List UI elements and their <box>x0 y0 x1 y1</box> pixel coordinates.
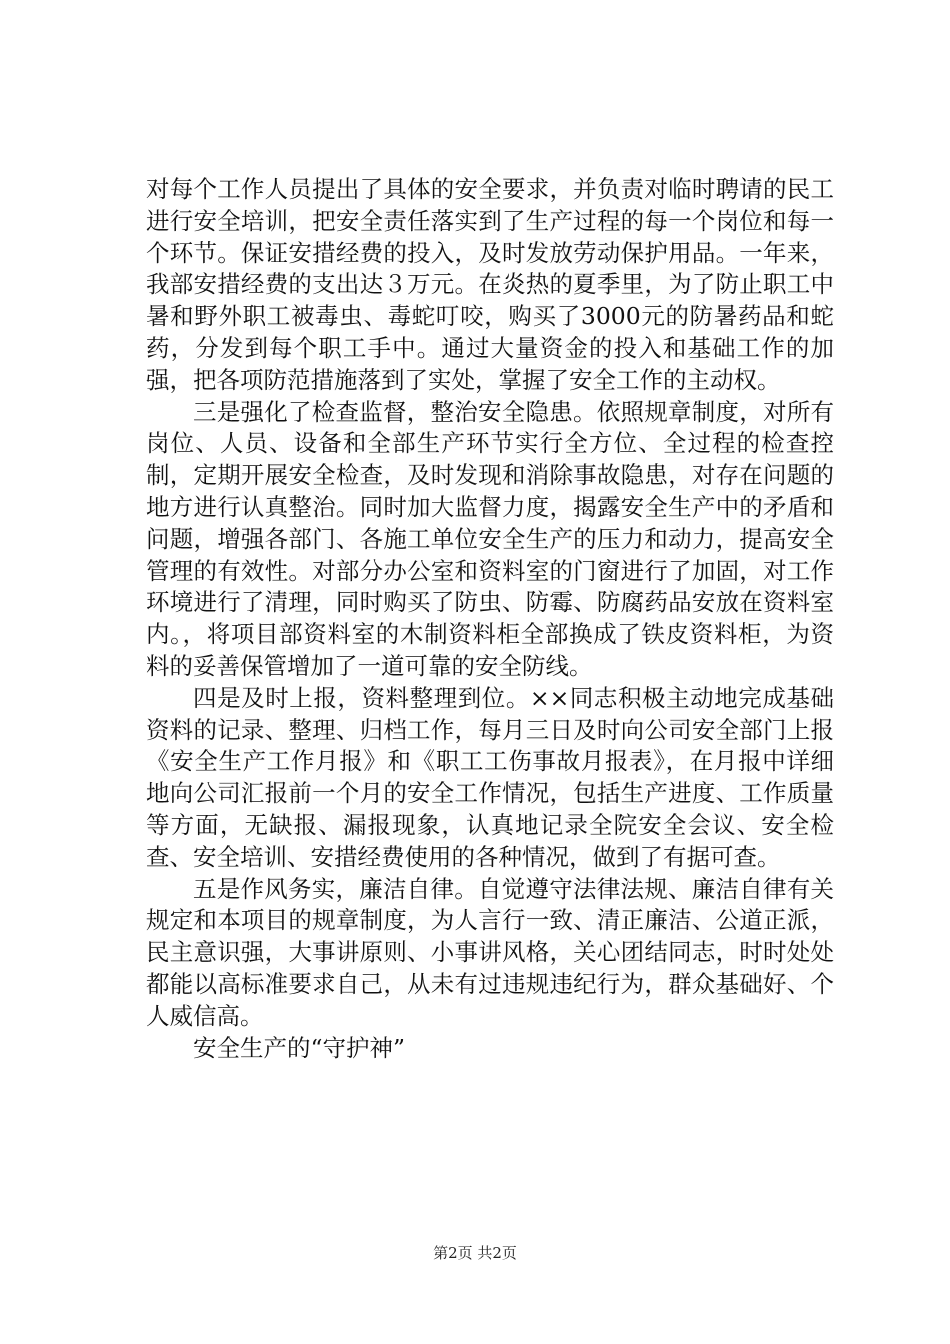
paragraph-continuation: 对每个工作人员提出了具体的安全要求，并负责对临时聘请的民工进行安全培训，把安全责任落实到了生产过程的每一个岗位和每一个环节。保证安措经费的投入，及时发放劳动保护用品。一年来，我部安措经费的支出达３万元。在炎热的夏季里，为了防止职工中暑和野外职工被毒虫、毒蛇叮咬，购买了3000元的防暑药品和蛇药，分发到每个职工手中。通过大量资金的投入和基础工作的加强，把各项防范措施落到了实处，掌握了安全工作的主动权。 <box>146 175 834 394</box>
page-number: 第2页 共2页 <box>433 1244 517 1262</box>
paragraph-reporting: 四是及时上报，资料整理到位。××同志积极主动地完成基础资料的记录、整理、归档工作，每月三日及时向公司安全部门上报《安全生产工作月报》和《职工工伤事故月报表》，在月报中详细地向公司汇报前一个月的安全工作情况，包括生产进度、工作质量等方面，无缺报、漏报现象，认真地记录全院安全会议、安全检查、安全培训、安措经费使用的各种情况，做到了有据可查。 <box>146 683 834 871</box>
paragraph-inspection: 三是强化了检查监督，整治安全隐患。依照规章制度，对所有岗位、人员、设备和全部生产环节实行全方位、全过程的检查控制，定期开展安全检查，及时发现和消除事故隐患，对存在问题的地方进行认真整治。同时加大监督力度，揭露安全生产中的矛盾和问题，增强各部门、各施工单位安全生产的压力和动力，提高安全管理的有效性。对部分办公室和资料室的门窗进行了加固，对工作环境进行了清理，同时购买了防虫、防霉、防腐药品安放在资料室内。，将项目部资料室的木制资料柜全部换成了铁皮资料柜，为资料的妥善保管增加了一道可靠的安全防线。 <box>146 397 834 680</box>
paragraph-conduct: 五是作风务实，廉洁自律。自觉遵守法律法规、廉洁自律有关规定和本项目的规章制度，为人言行一致、清正廉洁、公道正派，民主意识强，大事讲原则、小事讲风格，关心团结同志，时时处处都能以高标准要求自己，从未有过违规违纪行为，群众基础好、个人威信高。 <box>146 874 834 1030</box>
paragraph-title-line: 安全生产的“守护神” <box>193 1033 406 1062</box>
page-footer <box>0 1242 950 1263</box>
document-body <box>146 174 834 1064</box>
